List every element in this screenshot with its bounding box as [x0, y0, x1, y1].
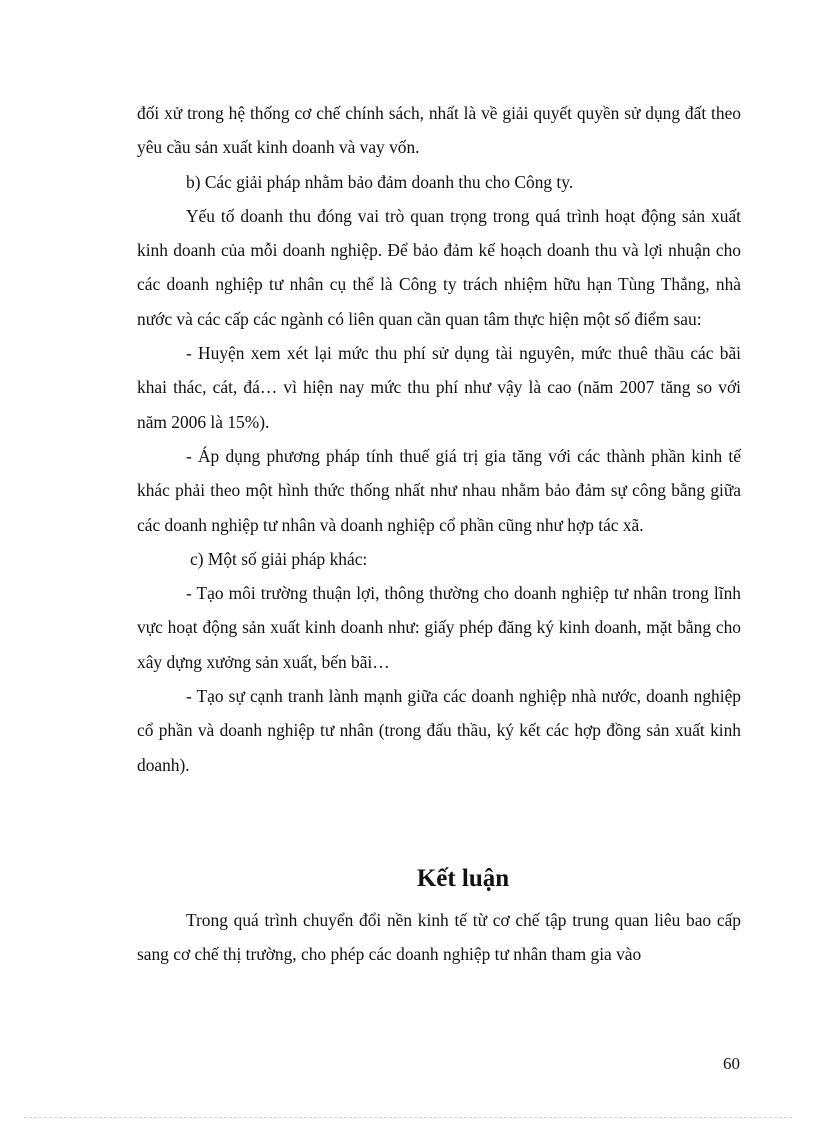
page-content: [137, 96, 741, 972]
section-c-heading: c) Một số giải pháp khác:: [190, 548, 368, 569]
conclusion-paragraph: Trong quá trình chuyển đổi nền kinh tế từ cơ chế tập trung quan liêu bao cấp sang cơ chế thị trường, cho phép các doanh nghiệp tư nhân tham gia vào: [137, 909, 741, 965]
page-bottom-divider: [24, 1117, 792, 1118]
section-b-item-1: - Huyện xem xét lại mức thu phí sử dụng tài nguyên, mức thuê thầu các bãi khai thác, cát, đá… vì hiện nay mức thu phí như vậy là cao (năm 2007 tăng so với năm 2006 là 15%).: [137, 343, 741, 432]
section-b-item-2: - Áp dụng phương pháp tính thuế giá trị gia tăng với các thành phần kinh tế khác phải theo một hình thức thống nhất như nhau nhằm bảo đảm sự công bằng giữa các doanh nghiệp tư nhân và doanh nghiệp cổ phần cũng như hợp tác xã.: [137, 445, 741, 535]
conclusion-heading: Kết luận: [416, 864, 510, 892]
section-b-heading: b) Các giải pháp nhằm bảo đảm doanh thu cho Công ty.: [186, 171, 574, 192]
page-number: 60: [723, 1054, 740, 1073]
section-c-item-1: - Tạo môi trường thuận lợi, thông thường cho doanh nghiệp tư nhân trong lĩnh vực hoạt động sản xuất kinh doanh như: giấy phép đăng ký kinh doanh, mặt bằng cho xây dựng xưởng sản xuất, bến bãi…: [137, 583, 741, 672]
section-b-intro-paragraph: Yếu tố doanh thu đóng vai trò quan trọng trong quá trình hoạt động sản xuất kinh doanh của mỗi doanh nghiệp. Để bảo đảm kế hoạch doanh thu và lợi nhuận cho các doanh nghiệp tư nhân cụ thể là Công ty trách nhiệm hữu hạn Tùng Thắng, nhà nước và các cấp các ngành có liên quan cần quan tâm thực hiện một số điểm sau:: [137, 205, 741, 329]
continuation-paragraph: đối xử trong hệ thống cơ chế chính sách, nhất là về giải quyết quyền sử dụng đất theo yêu cầu sản xuất kinh doanh và vay vốn.: [137, 103, 741, 158]
section-c-item-2: - Tạo sự cạnh tranh lành mạnh giữa các doanh nghiệp nhà nước, doanh nghiệp cổ phần và doanh nghiệp tư nhân (trong đấu thầu, ký kết các hợp đồng sản xuất kinh doanh).: [137, 686, 741, 775]
